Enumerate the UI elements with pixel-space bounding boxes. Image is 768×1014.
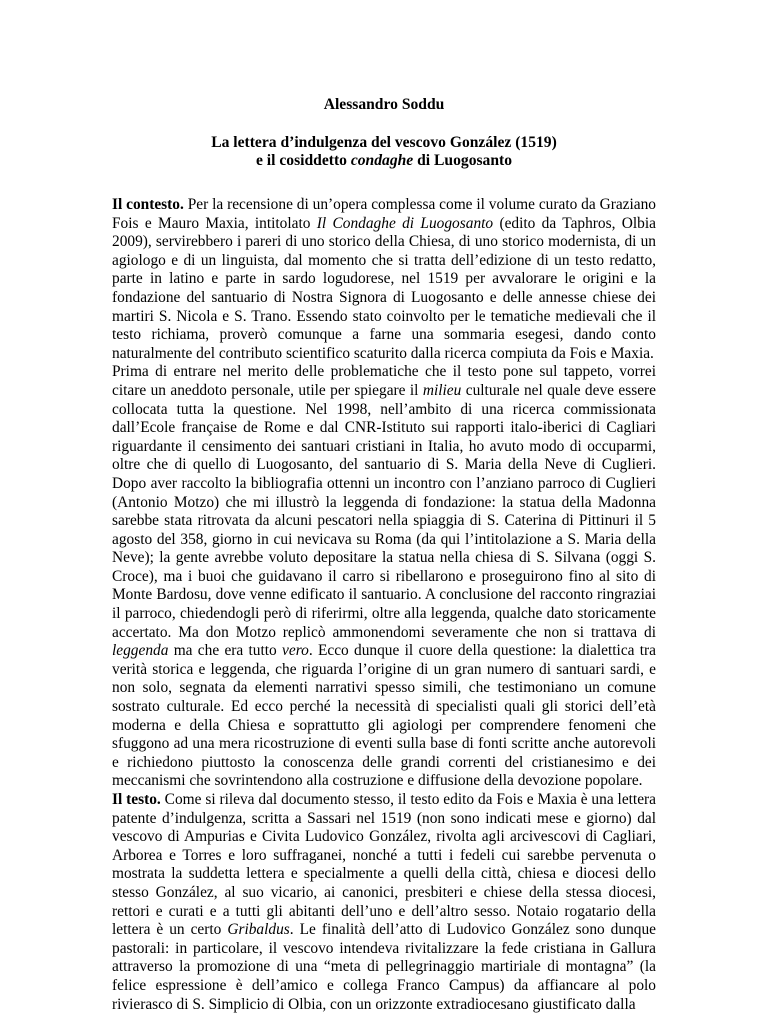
title-line-1: La lettera d’indulgenza del vescovo González (1519): [211, 134, 557, 151]
anecdote-text-4: . Ecco dunque il cuore della questione: la dialettica tra verità storica e leggenda, che riguarda l’origine di un gran numero di santuari sardi, e non solo, segnata da elementi narrativi spesso simili, che testimoniano un comune sostrato culturale. Ed ecco perché la necessità di specialisti quali gli storici dell’età moderna e della Chiesa e soprattutto gli agiologi per comprendere fenomeni che sfuggono ad una mera ricostruzione di eventi sulla base di fonti scritte anche autorevoli e richiedono piuttosto la conoscenza delle grandi correnti del cristianesimo e dei meccanismi che sovrintendono alla costruzione e diffusione della devozione popolare.: [112, 642, 656, 790]
vero-word: vero: [282, 642, 309, 660]
article-body: [112, 196, 656, 1014]
text-section-2: . Le finalità dell’atto di Ludovico González sono dunque pastorali: in particolare, il vescovo intendeva rivitalizzare la fede cristiana in Gallura attraverso la promozione di una “meta di pellegrinaggio martiriale di montagna” (la felice espressione è dell’amico e collega Franco Campus) da affiancare al polo rivierasco di S. Simplicio di Olbia, con un orizzonte extradiocesano giustificato dalla: [112, 921, 656, 1013]
gribaldus-word: Gribaldus: [227, 921, 290, 939]
section-heading-text: Il testo.: [112, 791, 161, 808]
section-heading-context: Il contesto.: [112, 196, 184, 213]
leggenda-word: leggenda: [112, 642, 169, 660]
title-line-2-suffix: di Luogosanto: [413, 152, 513, 169]
context-text-1: Per la recensione di un’opera complessa come il volume curato da Graziano Fois e Mauro Maxia, intitolato: [112, 196, 656, 232]
book-title: Il Condaghe di Luogosanto: [316, 214, 494, 232]
paragraph-anecdote: [112, 363, 656, 791]
anecdote-text-2: culturale nel quale deve essere collocata tutta la questione. Nel 1998, nell’ambito di una ricerca commissionata dall’Ecole française de Rome e dal CNR-Istituto sui rapporti italo-iberici di Cagliari riguardante il censimento dei santuari cristiani in Italia, ho avuto modo di occuparmi, oltre che di quello di Luogosanto, del santuario di S. Maria della Neve di Cuglieri. Dopo aver raccolto la bibliografia ottenni un incontro con l’anziano parroco di Cuglieri (Antonio Motzo) che mi illustrò la leggenda di fondazione: la statua della Madonna sarebbe stata ritrovata da alcuni pescatori nella spiaggia di S. Caterina di Pittinuri il 5 agosto del 358, giorno in cui nevicava su Roma (da qui l’intitolazione a S. Maria della Neve); la gente avrebbe voluto depositare la statua nella chiesa di S. Silvana (oggi S. Croce), ma i buoi che guidavano il carro si ribellarono e proseguirono fino al sito di Monte Bardosu, dove venne edificato il santuario. A conclusione del racconto ringraziai il parroco, chiedendogli però di riferirmi, oltre alla leggenda, qualche dato storicamente accertato. Ma don Motzo replicò ammonendomi severamente che non si trattava di: [112, 381, 656, 641]
context-text-2: (edito da Taphros, Olbia 2009), servirebbero i pareri di uno storico della Chiesa, di uno storico modernista, di un agiologo e di un linguista, dal momento che si tratta dell’edizione di un testo redatto, parte in latino e parte in sardo logudorese, nel 1519 per avvalorare le origini e la fondazione del santuario di Nostra Signora di Luogosanto e delle annesse chiese dei martiri S. Nicola e S. Trano. Essendo stato coinvolto per le tematiche medievali che il testo richiama, proverò comunque a farne una sommaria esegesi, dando conto naturalmente del contributo scientifico scaturito dalla ricerca compiuta da Fois e Maxia.: [112, 214, 656, 362]
paragraph-context: [112, 196, 656, 363]
title-line-2: [0, 152, 768, 170]
text-section-1: Come si rileva dal documento stesso, il testo edito da Fois e Maxia è una lettera patente d’indulgenza, scritta a Sassari nel 1519 (non sono indicati mese e giorno) dal vescovo di Ampurias e Civita Ludovico González, rivolta agli arcivescovi di Cagliari, Arborea e Torres e loro suffraganei, nonché a tutti i fedeli cui sarebbe pervenuta o mostrata la suddetta lettera e specialmente a quelli della città, chiesa e diocesi dello stesso González, al suo vicario, ai canonici, presbiteri e chiese della stessa diocesi, rettori e curati e a tutti gli abitanti dell’uno e dell’altro sesso. Notaio rogatario della lettera è un certo: [112, 791, 656, 939]
paragraph-text: [112, 791, 656, 1014]
title-line-2-prefix: e il cosiddetto: [255, 152, 351, 169]
article-title: [0, 134, 768, 170]
anecdote-text-1: Prima di entrare nel merito delle problematiche che il testo pone sul tappeto, vorrei citare un aneddoto personale, utile per spiegare il: [112, 363, 656, 399]
milieu-word: milieu: [422, 381, 462, 399]
author-name: Alessandro Soddu: [323, 96, 445, 113]
anecdote-text-3: ma che era tutto: [168, 642, 283, 660]
title-italic-word: condaghe: [350, 152, 414, 169]
